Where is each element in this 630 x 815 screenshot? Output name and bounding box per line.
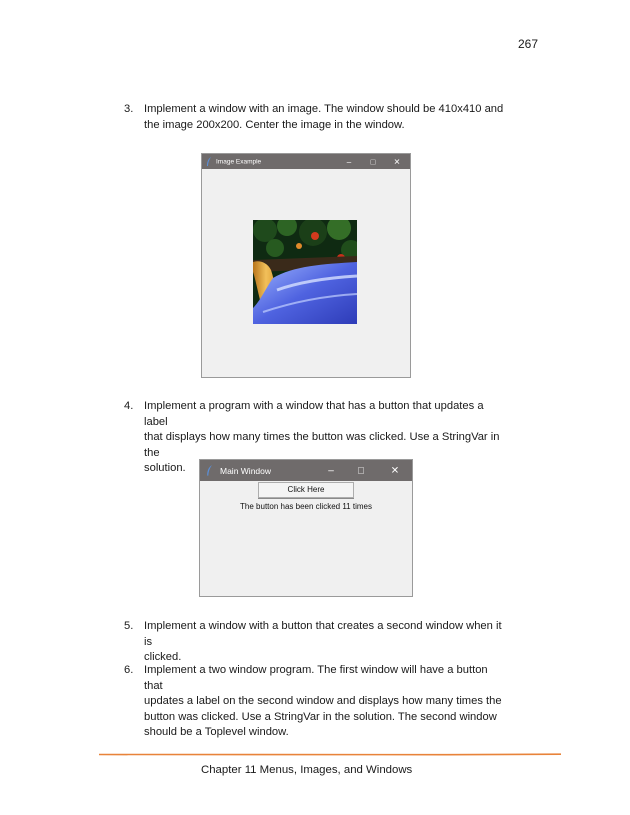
minimize-icon[interactable]: – bbox=[346, 157, 352, 166]
window-title: Image Example bbox=[216, 158, 262, 165]
exercise-text-line: Implement a window with a button that creates a second window when it is bbox=[144, 620, 502, 648]
exercise-text-line: clicked. bbox=[144, 651, 182, 663]
click-count-label: The button has been clicked 11 times bbox=[240, 502, 372, 511]
exercise-text-line: should be a Toplevel window. bbox=[144, 726, 289, 738]
maximize-icon[interactable]: □ bbox=[357, 465, 365, 476]
window-titlebar[interactable] bbox=[202, 154, 410, 169]
exercise-text-line: the image 200x200. Center the image in the window. bbox=[144, 118, 405, 131]
exercise-6 bbox=[124, 663, 504, 741]
tk-feather-icon bbox=[206, 157, 212, 167]
window-title: Main Window bbox=[220, 465, 272, 476]
click-here-button[interactable]: Click Here bbox=[258, 482, 354, 498]
exercise-text-line: solution. bbox=[144, 462, 186, 474]
exercise-number: 5. bbox=[124, 620, 134, 632]
exercise-text-line: Implement a program with a window that has a button that updates a label bbox=[144, 400, 484, 428]
page-number: 267 bbox=[517, 37, 538, 51]
window-titlebar[interactable] bbox=[200, 460, 412, 481]
exercise-text-line: Implement a two window program. The first window will have a button that bbox=[144, 664, 488, 692]
exercise-5 bbox=[124, 619, 504, 666]
exercise-text-line: that displays how many times the button was clicked. Use a StringVar in the bbox=[144, 431, 500, 459]
minimize-icon[interactable]: – bbox=[328, 465, 334, 476]
exercise-number: 6. bbox=[124, 664, 134, 676]
exercise-number: 4. bbox=[124, 400, 134, 412]
waterfall-image bbox=[253, 220, 357, 324]
maximize-icon[interactable]: □ bbox=[370, 157, 376, 166]
exercise-3 bbox=[124, 102, 504, 133]
main-window bbox=[199, 459, 413, 597]
image-example-window bbox=[201, 153, 411, 378]
close-icon[interactable]: ✕ bbox=[393, 157, 401, 166]
exercise-number: 3. bbox=[124, 103, 134, 115]
footer-rule bbox=[99, 753, 561, 756]
close-icon[interactable]: ✕ bbox=[390, 465, 400, 476]
chapter-footer: Chapter 11 Menus, Images, and Windows bbox=[201, 764, 413, 776]
tk-feather-icon bbox=[206, 465, 213, 477]
exercise-text-line: button was clicked. Use a StringVar in the solution. The second window bbox=[144, 710, 497, 723]
exercise-text-line: updates a label on the second window and displays how many times the bbox=[144, 695, 502, 707]
exercise-text-line: Implement a window with an image. The window should be 410x410 and bbox=[144, 103, 504, 115]
